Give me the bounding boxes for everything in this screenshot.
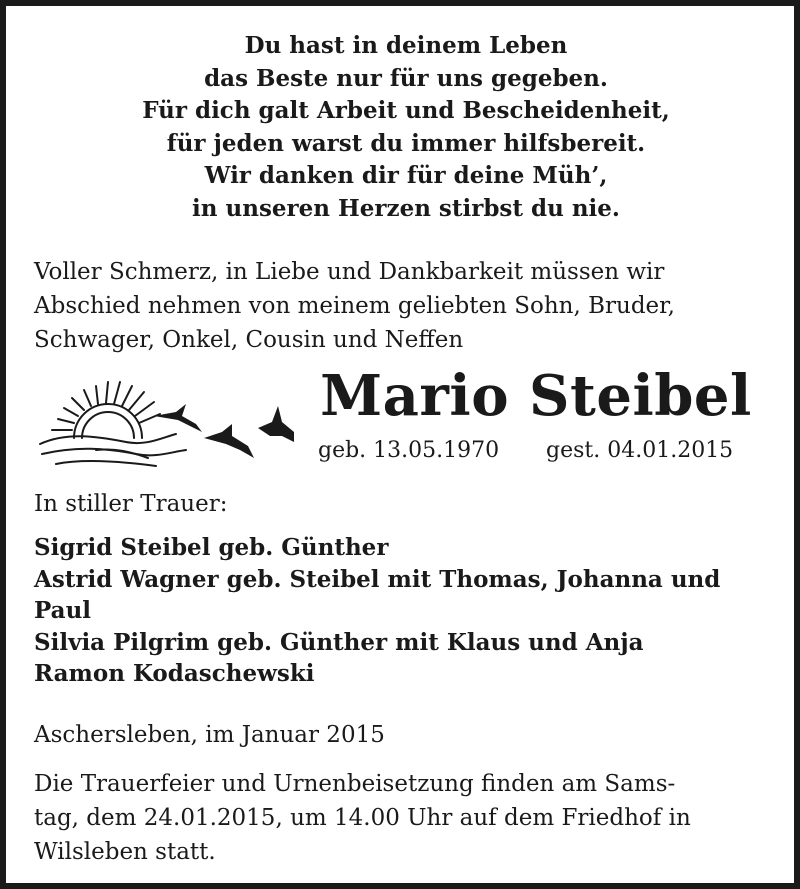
mourners-list — [34, 532, 784, 690]
place-date: Aschersleben, im Januar 2015 — [34, 722, 385, 748]
mourner-line: Ramon Kodaschewski — [34, 660, 315, 687]
intro-line: Abschied nehmen von meinem geliebten Sohn, Bruder, — [34, 293, 675, 319]
intro-line: Voller Schmerz, in Liebe und Dankbarkeit müssen wir — [34, 259, 665, 285]
service-line: Wilsleben statt. — [34, 839, 216, 865]
mourner-line: Paul — [34, 597, 92, 624]
memorial-poem — [6, 30, 800, 225]
mourner-line: Astrid Wagner geb. Steibel mit Thomas, Johanna und — [34, 565, 721, 593]
poem-line: Für dich galt Arbeit und Bescheidenheit, — [142, 97, 670, 124]
service-info — [34, 767, 784, 869]
intro-text — [34, 255, 784, 357]
deceased-name: Mario Steibel — [320, 363, 752, 429]
poem-line: in unseren Herzen stirbst du nie. — [192, 194, 620, 222]
service-line: Die Trauerfeier und Urnenbeisetzung finden am Sams- — [34, 771, 676, 797]
poem-line: für jeden warst du immer hilfsbereit. — [166, 129, 646, 157]
poem-line: Du hast in deinem Leben — [244, 32, 568, 59]
mourner-line: Silvia Pilgrim geb. Günther mit Klaus und Anja — [34, 628, 644, 656]
birth-date: geb. 13.05.1970 — [318, 438, 500, 463]
mourner-line: Sigrid Steibel geb. Günther — [34, 534, 389, 561]
poem-line: das Beste nur für uns gegeben. — [204, 64, 608, 92]
poem-line: Wir danken dir für deine Müh’, — [204, 162, 608, 189]
mourning-label: In stiller Trauer: — [34, 491, 228, 517]
death-date: gest. 04.01.2015 — [546, 438, 734, 463]
sunset-birds-icon — [36, 366, 306, 471]
intro-line: Schwager, Onkel, Cousin und Neffen — [34, 327, 464, 353]
service-line: tag, dem 24.01.2015, um 14.00 Uhr auf dem Friedhof in — [34, 805, 691, 831]
